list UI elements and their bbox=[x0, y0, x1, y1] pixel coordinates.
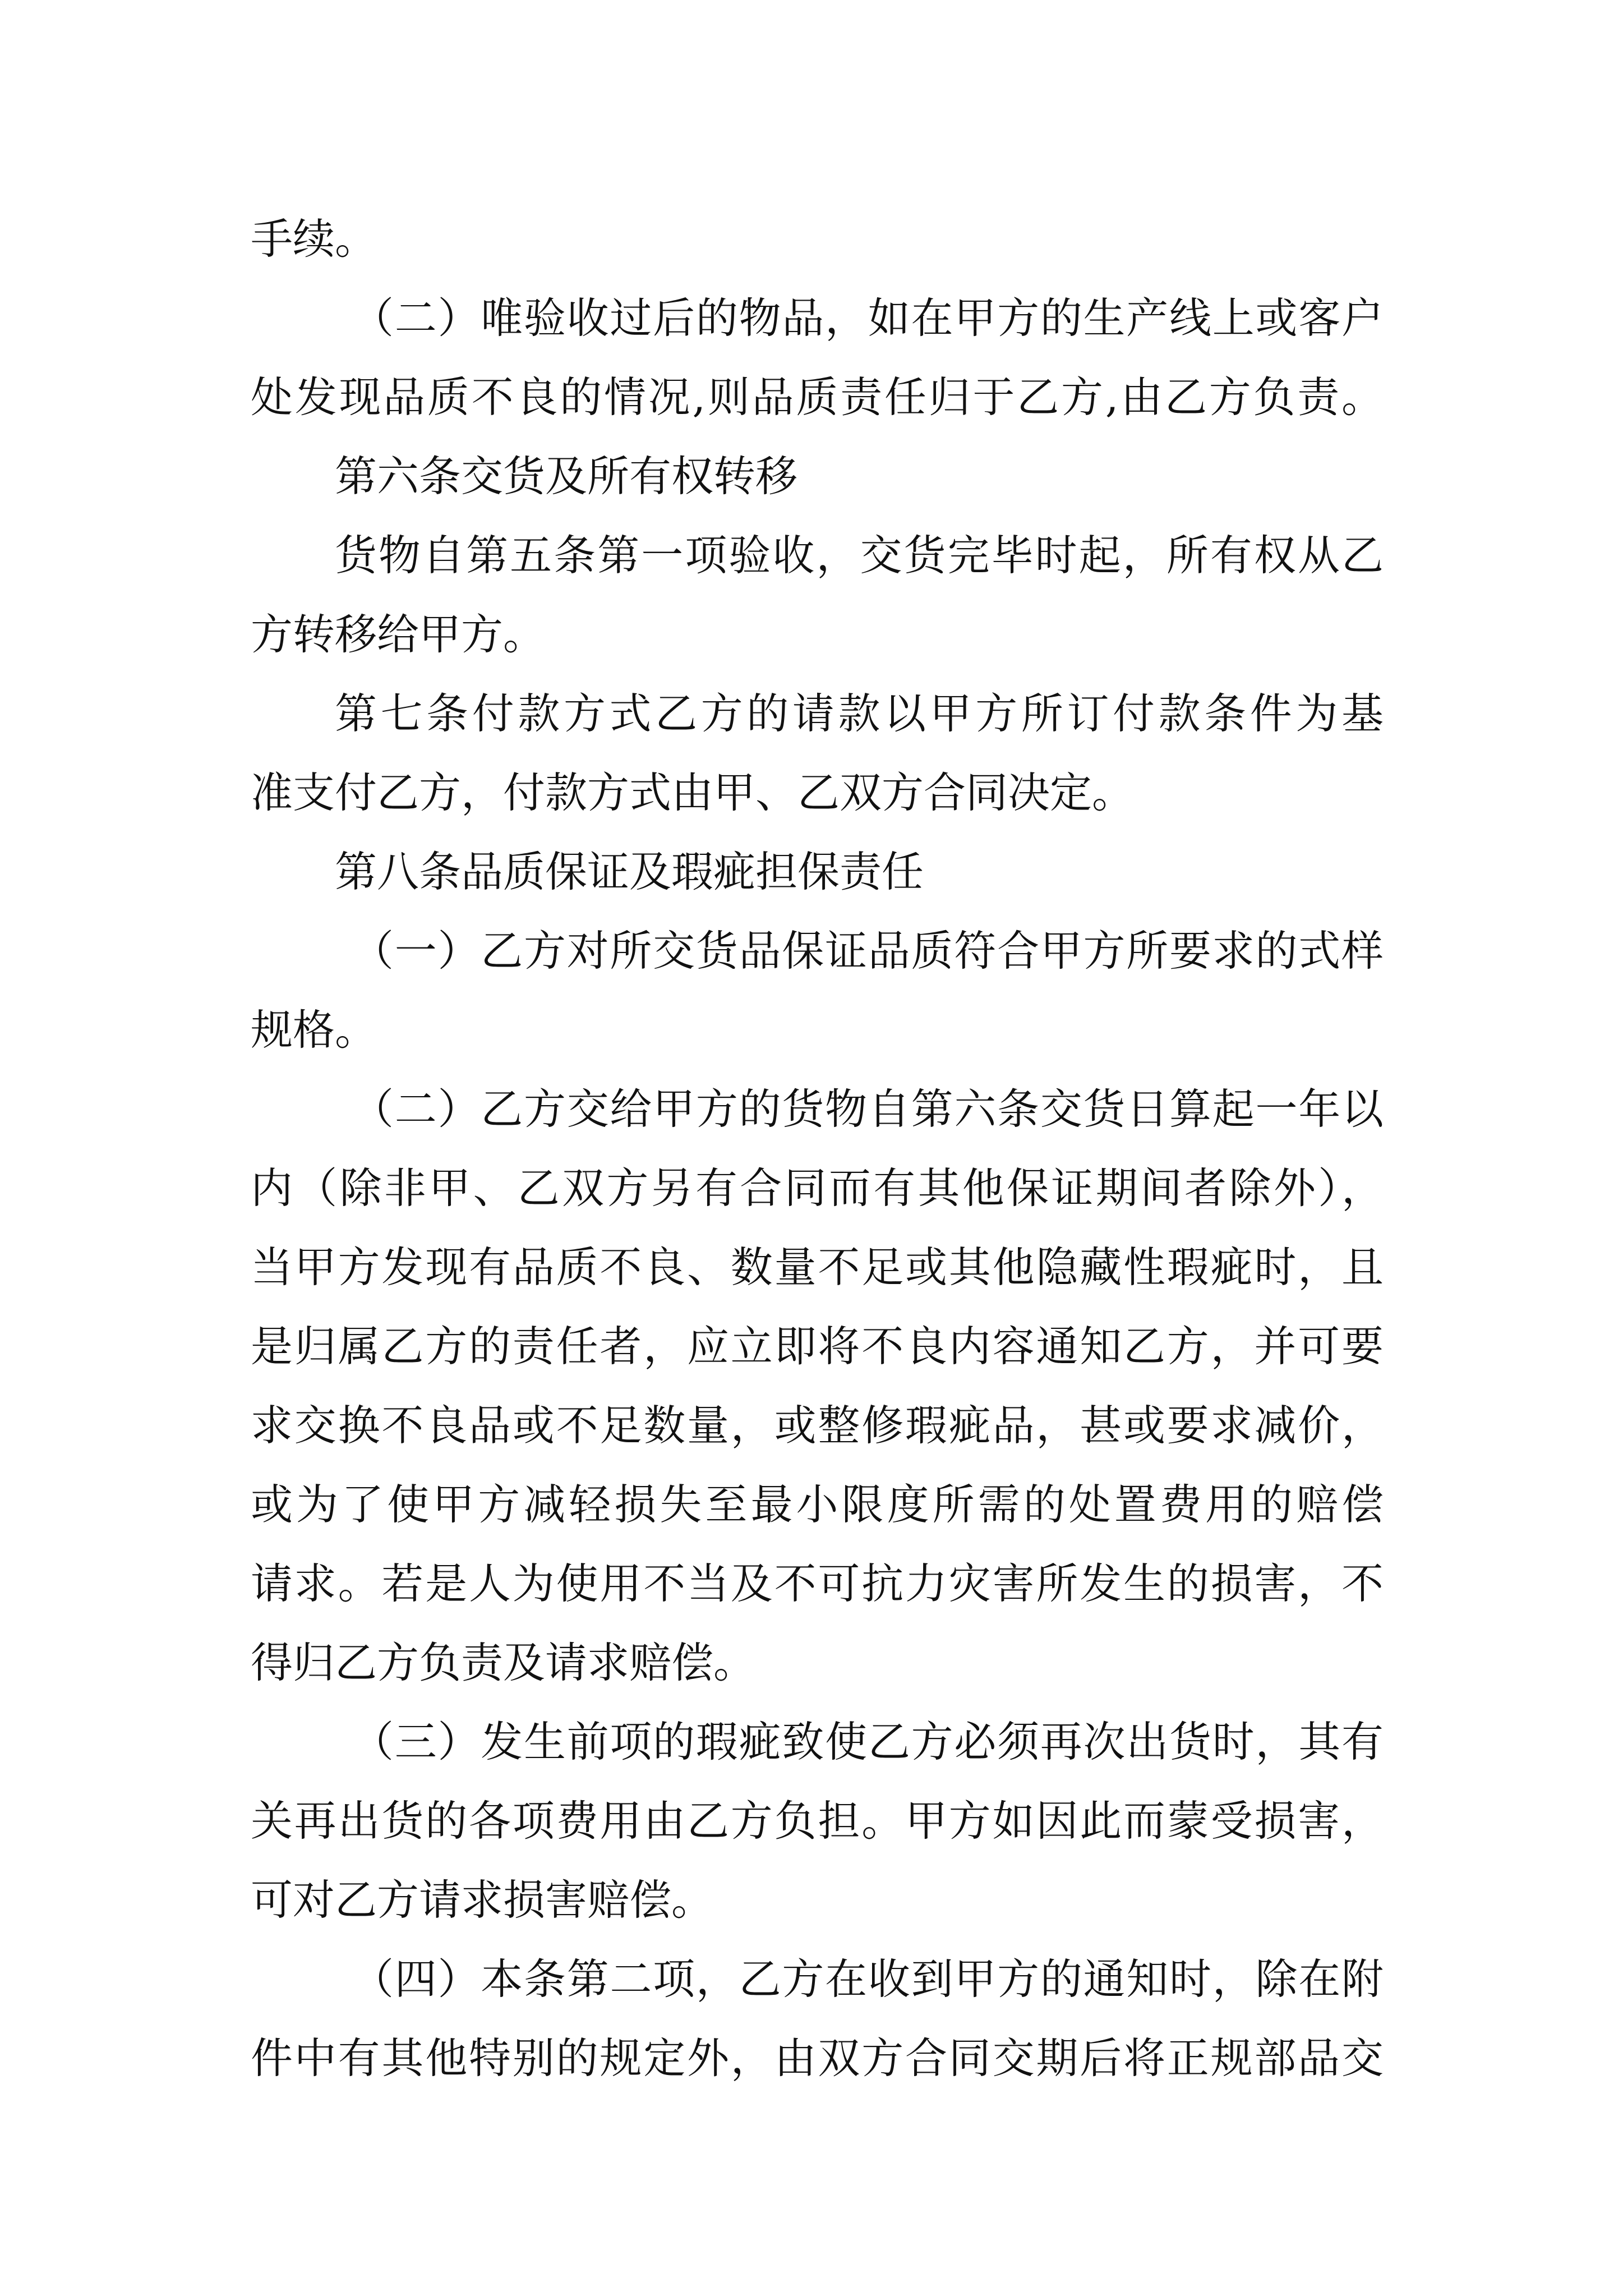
text-line: 规格。 bbox=[251, 1005, 377, 1055]
text-line: （四）本条第二项，乙方在收到甲方的通知时，除在附 bbox=[352, 1954, 1384, 2004]
text-line: 是归属乙方的责任者，应立即将不良内容通知乙方，并可要 bbox=[251, 1322, 1384, 1371]
text-line: （一）乙方对所交货品保证品质符合甲方所要求的式样 bbox=[352, 926, 1384, 976]
text-line: 可对乙方请求损害赔偿。 bbox=[251, 1875, 714, 1925]
text-line: 第六条交货及所有权转移 bbox=[335, 452, 798, 501]
text-line: 内（除非甲、乙双方另有合同而有其他保证期间者除外）， bbox=[251, 1163, 1384, 1213]
text-line: 求交换不良品或不足数量，或整修瑕疵品，甚或要求减价， bbox=[251, 1401, 1384, 1450]
text-line: 手续。 bbox=[251, 214, 377, 264]
text-line: 请求。若是人为使用不当及不可抗力灾害所发生的损害，不 bbox=[251, 1559, 1384, 1608]
text-line: 当甲方发现有品质不良、数量不足或其他隐藏性瑕疵时，且 bbox=[251, 1243, 1384, 1292]
text-line: （三）发生前项的瑕疵致使乙方必须再次出货时，其有 bbox=[352, 1717, 1384, 1766]
text-line: 准支付乙方，付款方式由甲、乙双方合同决定。 bbox=[251, 768, 1135, 817]
text-line: 第七条付款方式乙方的请款以甲方所订付款条件为基 bbox=[335, 689, 1384, 738]
text-line: 货物自第五条第一项验收，交货完毕时起，所有权从乙 bbox=[335, 531, 1384, 580]
text-line: 处发现品质不良的情况,则品质责任归于乙方,由乙方负责。 bbox=[251, 372, 1384, 422]
text-line: 关再出货的各项费用由乙方负担。甲方如因此而蒙受损害， bbox=[251, 1796, 1384, 1846]
text-line: 件中有其他特别的规定外，由双方合同交期后将正规部品交 bbox=[251, 2033, 1384, 2083]
contract-body-text bbox=[251, 200, 1384, 2098]
text-line: 方转移给甲方。 bbox=[251, 610, 546, 659]
text-line: （二）唯验收过后的物品，如在甲方的生产线上或客户 bbox=[352, 293, 1384, 343]
text-line: 或为了使甲方减轻损失至最小限度所需的处置费用的赔偿 bbox=[251, 1480, 1384, 1529]
text-line: 得归乙方负责及请求赔偿。 bbox=[251, 1638, 756, 1687]
text-line: 第八条品质保证及瑕疵担保责任 bbox=[335, 847, 924, 896]
text-line: （二）乙方交给甲方的货物自第六条交货日算起一年以 bbox=[352, 1084, 1384, 1134]
